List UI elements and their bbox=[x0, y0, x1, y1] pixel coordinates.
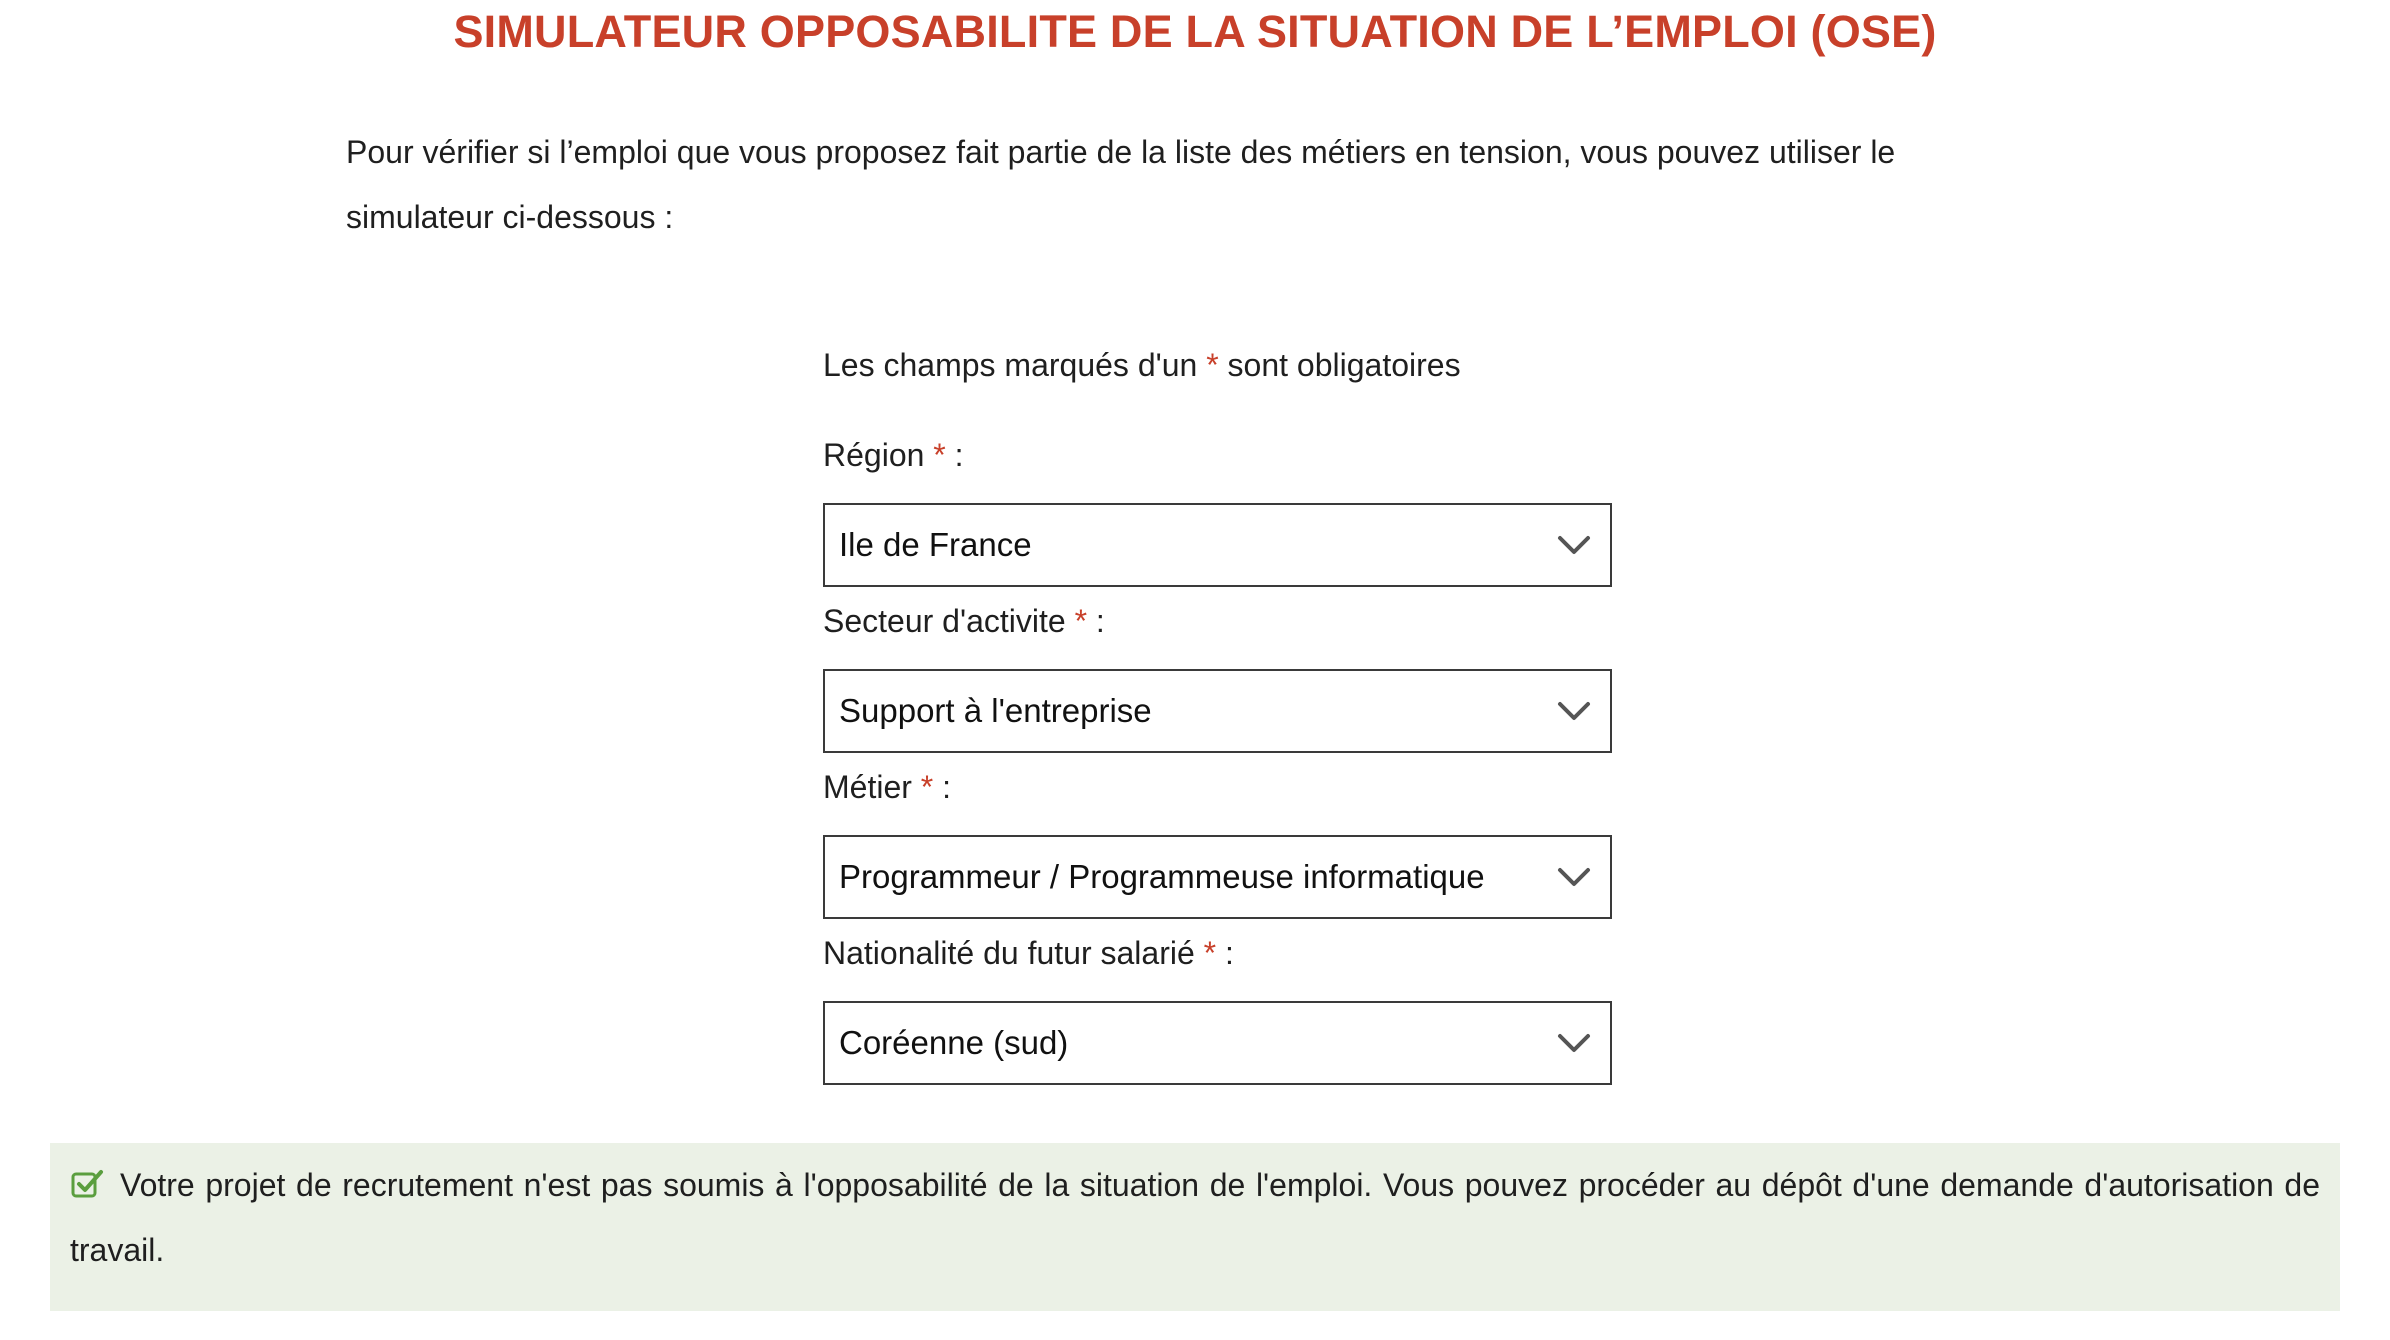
required-fields-note bbox=[823, 335, 1613, 395]
sector-select[interactable] bbox=[823, 669, 1612, 753]
job-select-value: Programmeur / Programmeuse informatique bbox=[839, 858, 1485, 895]
required-note-text-end: sont obligatoires bbox=[1218, 347, 1461, 383]
page-title: SIMULATEUR OPPOSABILITE DE LA SITUATION DE L’EMPLOI (OSE) bbox=[453, 6, 1937, 57]
job-select[interactable] bbox=[823, 835, 1612, 919]
required-star: * bbox=[1203, 935, 1217, 971]
nationality-label-text: Nationalité du futur salarié bbox=[823, 935, 1195, 971]
job-label-text: Métier bbox=[823, 769, 912, 805]
ose-simulator-form bbox=[823, 335, 1613, 1099]
required-note-text: Les champs marqués d'un bbox=[823, 347, 1207, 383]
region-label-text: Région bbox=[823, 437, 925, 473]
chevron-down-icon bbox=[1556, 1031, 1592, 1055]
label-colon: : bbox=[945, 437, 964, 473]
required-star: * bbox=[1074, 603, 1088, 639]
chevron-down-icon bbox=[1556, 699, 1592, 723]
required-star: * bbox=[933, 437, 946, 473]
chevron-down-icon bbox=[1556, 533, 1592, 557]
label-colon: : bbox=[1087, 603, 1105, 639]
sector-select-value: Support à l'entreprise bbox=[839, 692, 1152, 729]
sector-label-text: Secteur d'activite bbox=[823, 603, 1066, 639]
nationality-select-value: Coréenne (sud) bbox=[839, 1024, 1069, 1061]
check-square-icon bbox=[70, 1167, 104, 1201]
job-label bbox=[823, 767, 1613, 807]
result-message bbox=[70, 1153, 2320, 1283]
chevron-down-icon bbox=[1556, 865, 1592, 889]
sector-label bbox=[823, 601, 1613, 641]
nationality-select[interactable] bbox=[823, 1001, 1612, 1085]
intro-text: Pour vérifier si l’emploi que vous proposez fait partie de la liste des métiers en tension, vous pouvez utiliser le simulateur ci-dessous : bbox=[346, 134, 1896, 235]
required-star: * bbox=[1206, 347, 1219, 383]
region-select[interactable] bbox=[823, 503, 1612, 587]
label-colon: : bbox=[1216, 935, 1234, 971]
region-label bbox=[823, 435, 1613, 475]
label-colon: : bbox=[933, 769, 952, 805]
result-message-box bbox=[50, 1143, 2340, 1311]
nationality-label bbox=[823, 933, 1613, 973]
region-select-value: Ile de France bbox=[839, 526, 1032, 563]
required-star: * bbox=[920, 769, 934, 805]
result-message-text: Votre projet de recrutement n'est pas soumis à l'opposabilité de la situation de l'emploi. Vous pouvez procéder au dépôt d'une demande d'autorisation de travail. bbox=[70, 1167, 2320, 1268]
